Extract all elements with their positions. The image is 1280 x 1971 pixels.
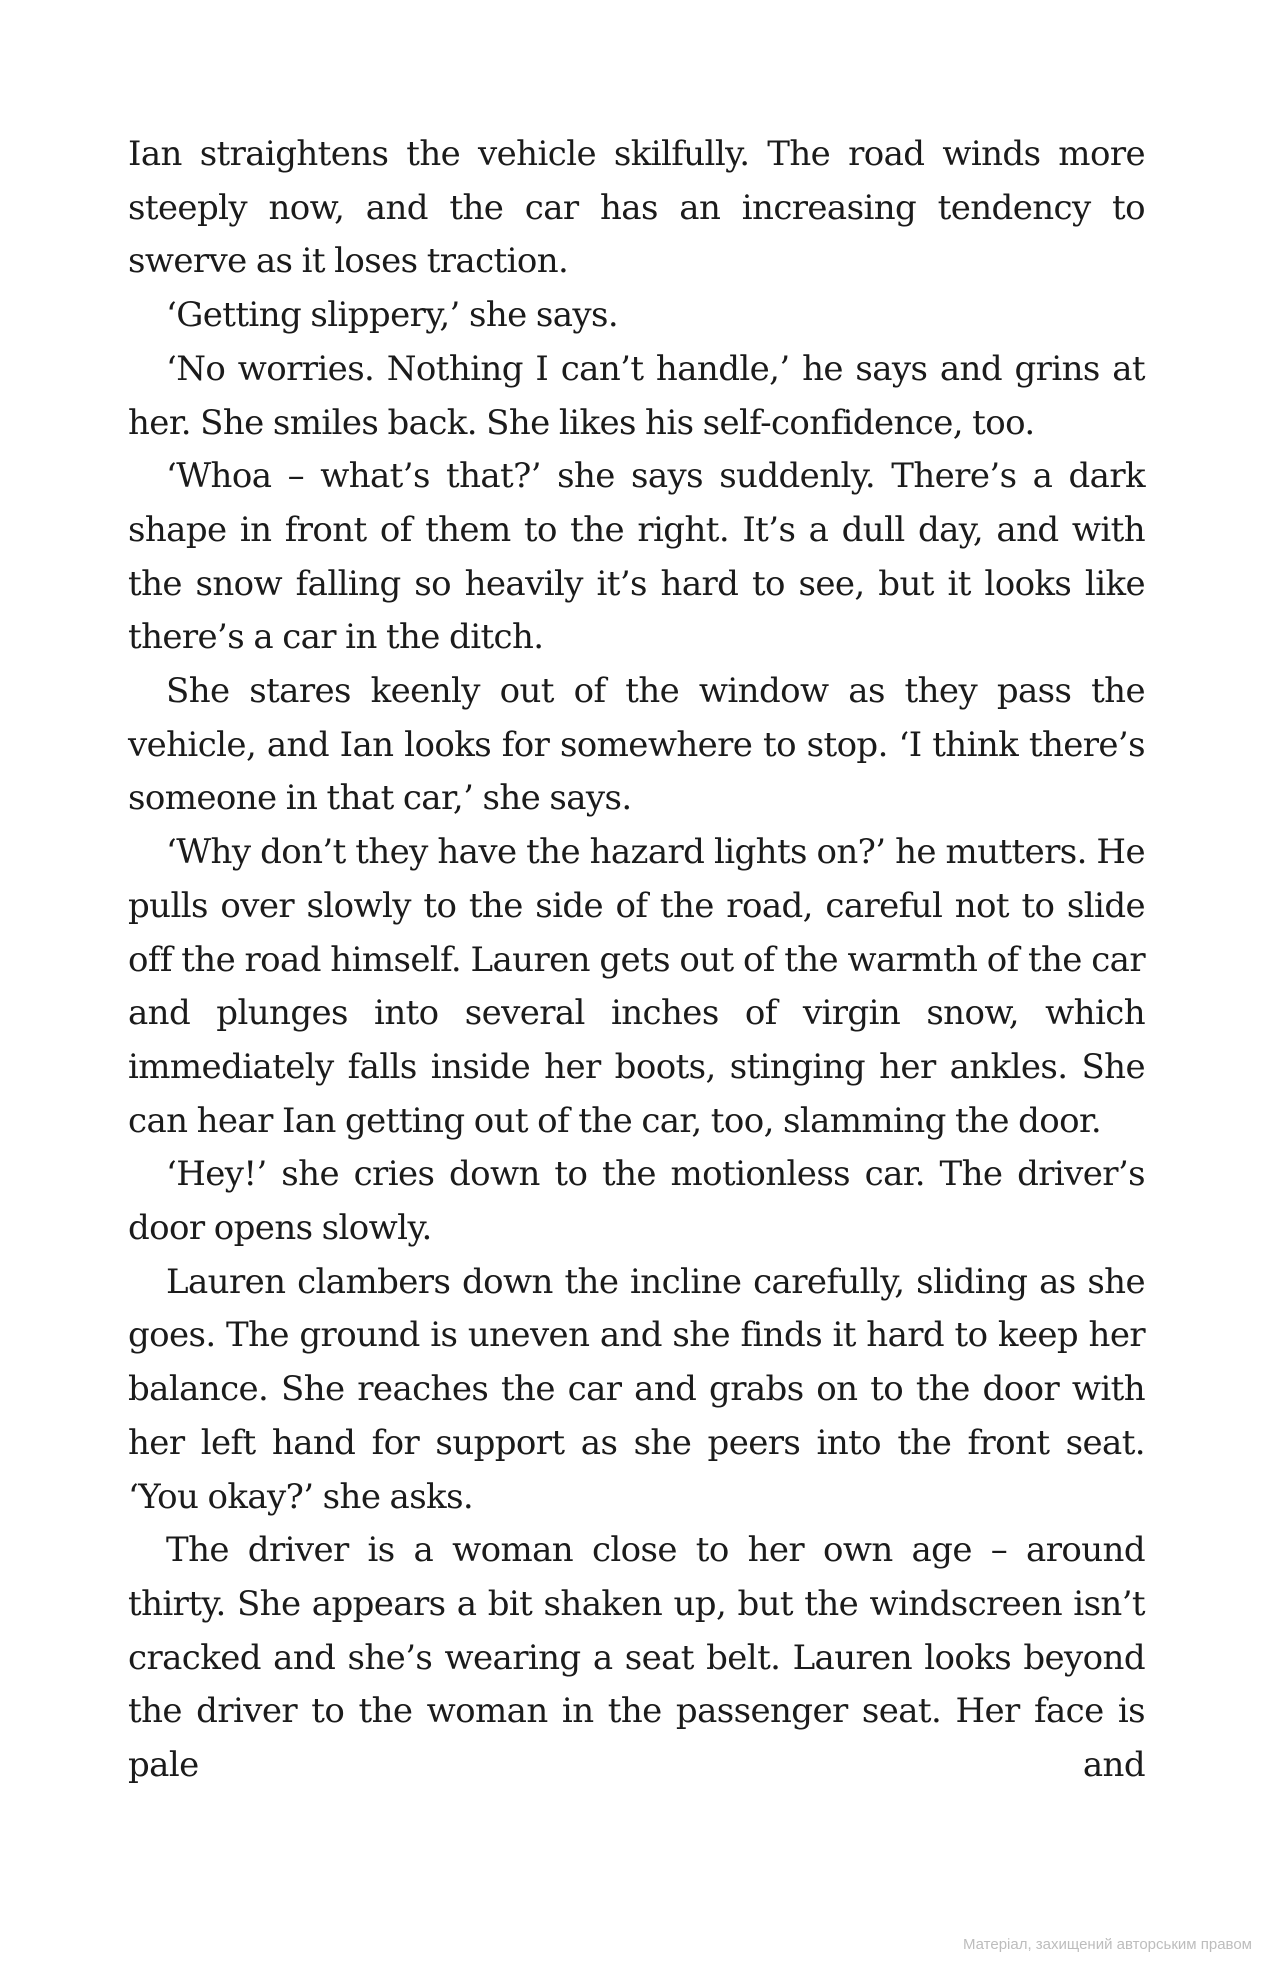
paragraph: ‘Why don’t they have the hazard lights on?’ he mutters. He pulls over slowly to the side of the road, careful not to slide off the road himself. Lauren gets out of the warmth of the car and plunges into several inches of virgin snow, which immediately falls inside her boots, stinging her ankles. She can hear Ian getting out of the car, too, slamming the door. (128, 832, 1145, 1141)
paragraph: Lauren clambers down the incline carefully, sliding as she goes. The ground is uneven and she finds it hard to keep her balance. She reaches the car and grabs on to the door with her left hand for support as she peers into the front seat. ‘You okay?’ she asks. (128, 1261, 1145, 1517)
paragraph: The driver is a woman close to her own age – around thirty. She appears a bit shaken up, but the windscreen isn’t cracked and she’s wearing a seat belt. Lauren looks beyond the driver to the woman in the passenger seat. Her face is pale and (128, 1530, 1145, 1786)
paragraph: ‘Getting slippery,’ she says. (166, 295, 619, 336)
page-body (128, 128, 1145, 1793)
paragraph: ‘Whoa – what’s that?’ she says suddenly. There’s a dark shape in front of them to the right. It’s a dull day, and with the snow falling so heavily it’s hard to see, but it looks like there’s a car in the ditch. (128, 456, 1145, 658)
paragraph: ‘Hey!’ she cries down to the motionless car. The driver’s door opens slowly. (128, 1154, 1145, 1249)
paragraph: She stares keenly out of the window as they pass the vehicle, and Ian looks for somewhere to stop. ‘I think there’s someone in that car,’ she says. (128, 671, 1145, 819)
copyright-watermark: Матеріал, захищений авторським правом (962, 1936, 1252, 1953)
paragraph: ‘No worries. Nothing I can’t handle,’ he says and grins at her. She smiles back. She likes his self-confidence, too. (128, 348, 1145, 443)
paragraph: Ian straightens the vehicle skilfully. The road winds more steeply now, and the car has an increasing tendency to swerve as it loses traction. (128, 134, 1145, 282)
